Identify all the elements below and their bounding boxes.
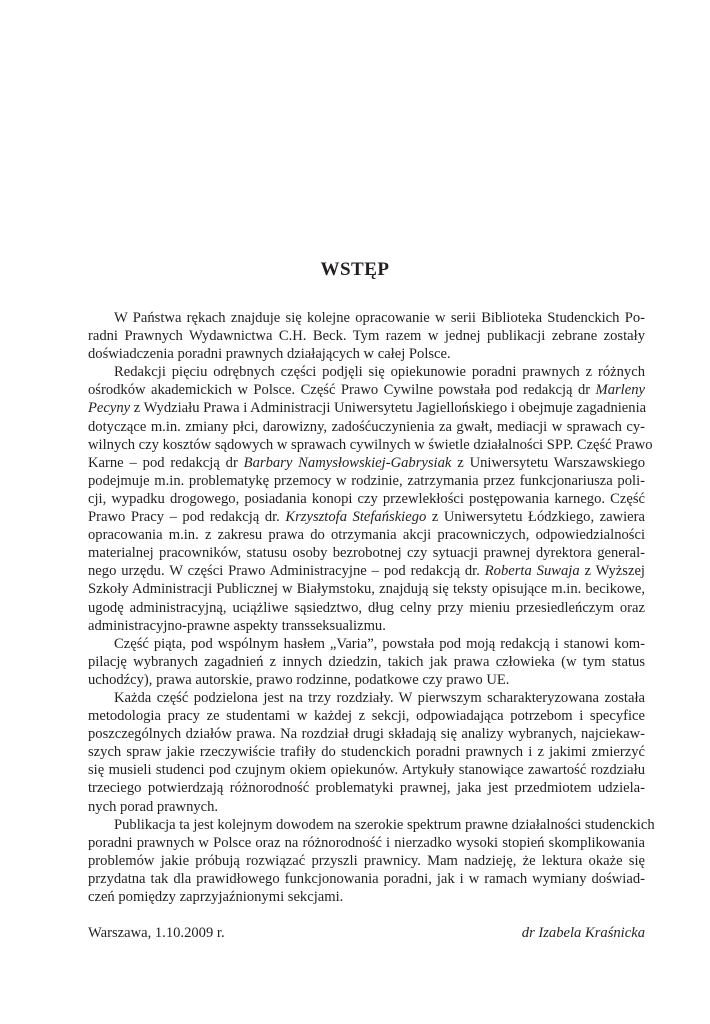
paragraph <box>88 363 653 634</box>
text-line <box>88 834 645 852</box>
text-line <box>88 490 645 508</box>
text-segment: ośrodków akademickich w Polsce. Część Prawo Cywilne powstała pod redakcją dr <box>88 382 596 399</box>
text-line <box>88 743 645 761</box>
text-line <box>88 725 645 743</box>
text-line <box>88 689 645 707</box>
text-segment: z Wydziału Prawa i Administracji Uniwersytetu Jagiellońskiego i obejmuje zagadnienia <box>130 400 647 417</box>
text-line <box>88 599 645 617</box>
text-segment: ugodę administracyjną, uciążliwe sąsiedztwo, dług celny przy mieniu przesiedleńczym oraz <box>88 599 645 616</box>
italic-name: Marleny <box>595 382 645 399</box>
text-line <box>88 436 653 454</box>
text-segment: materialnej pracowników, statusu osoby bezrobotnej czy sytuacji prawnej dyrektora general- <box>88 545 645 562</box>
text-line <box>88 418 645 436</box>
text-line <box>88 454 645 472</box>
paragraph <box>88 816 655 906</box>
text-segment: czeń pomiędzy zaprzyjaźnionymi sekcjami. <box>88 889 344 905</box>
text-segment: pilację wybranych zagadnień z innych dziedzin, takich jak prawa człowieka (w tym status <box>88 653 645 670</box>
text-segment: problemów jakie próbują rozwiązać przyszli prawnicy. Mam nadzieję, że lektura okaże się <box>88 852 645 869</box>
author-signature: dr Izabela Kraśnicka <box>521 925 645 941</box>
italic-name: Roberta Suwaja <box>484 563 580 580</box>
text-segment: Prawo Pracy – pod redakcją dr. <box>88 509 286 526</box>
text-segment: wilnych czy kosztów sądowych w sprawach cywilnych w świetle działalności SPP. Część Prawo <box>88 436 653 453</box>
paragraph <box>88 689 645 816</box>
text-segment: z Wyższej <box>579 563 645 580</box>
text-segment: administracyjno-prawne aspekty transseksualizmu. <box>88 617 386 634</box>
italic-name: Pecyny <box>88 400 131 417</box>
text-segment: nych porad prawnych. <box>88 798 219 815</box>
text-segment: z Uniwersytetu Łódzkiego, zawiera <box>426 509 645 526</box>
text-line <box>88 635 645 653</box>
text-segment: Publikacja ta jest kolejnym dowodem na szerokie spektrum prawne działalności studenckich <box>114 816 655 833</box>
page-title: WSTĘP <box>320 259 390 280</box>
text-segment: uchodźcy), prawa autorskie, prawo rodzinne, podatkowe czy prawo UE. <box>88 671 510 688</box>
text-line <box>88 381 645 399</box>
text-line <box>88 671 645 689</box>
text-segment: nego urzędu. W części Prawo Administracyjne – pod redakcją dr. <box>88 563 485 580</box>
text-line <box>88 779 645 797</box>
text-segment: Część piąta, pod wspólnym hasłem „Varia”, powstała pod moją redakcją i stanowi kom- <box>114 635 645 652</box>
text-line <box>88 345 645 363</box>
text-segment: metodologia pracy ze studentami w każdej z sekcji, odpowiadająca potrzebom i specyfice <box>88 708 645 725</box>
text-line <box>88 888 645 906</box>
text-segment: dotyczące m.in. zmiany płci, darowizny, zadośćuczynienia za gwałt, mediacji w sprawach cy- <box>88 418 645 435</box>
text-line <box>88 816 655 834</box>
text-segment: podejmuje m.in. problematykę przemocy w rodzinie, zatrzymania przez funkcjonariusza poli- <box>88 472 645 489</box>
text-line <box>88 653 645 671</box>
text-line <box>88 472 645 490</box>
text-line <box>88 526 645 544</box>
text-segment: Karne – pod redakcją dr <box>88 454 244 471</box>
text-segment: się musieli studenci pod czujnym okiem opiekunów. Artykuły stanowiące zawartość rozdziału <box>88 762 645 779</box>
document-body <box>88 309 655 906</box>
text-line <box>88 562 645 580</box>
paragraph <box>88 635 645 689</box>
text-line <box>88 761 645 779</box>
text-segment: opracowania m.in. z zakresu prawa do otrzymania akcji pracowniczych, odpowiedzialności <box>88 527 645 544</box>
text-line <box>88 309 645 327</box>
text-segment: doświadczenia poradni prawnych działających w całej Polsce. <box>88 346 451 363</box>
text-line <box>88 798 645 816</box>
text-segment: cji, wypadku drogowego, posiadania konopi czy przewlekłości postępowania karnego. Część <box>88 490 645 507</box>
text-line <box>88 399 645 417</box>
text-segment: poszczególnych działów prawa. Na rozdział drugi składają się analizy wybranych, najciekaw- <box>88 726 645 743</box>
text-segment: Szkoły Administracji Publicznej w Białymstoku, znajdują się teksty opisujące m.in. becikowe, <box>88 581 645 598</box>
italic-name: Krzysztofa Stefańskiego <box>285 509 427 526</box>
text-line <box>88 508 645 526</box>
text-segment: z Uniwersytetu Warszawskiego <box>451 454 645 471</box>
text-line <box>88 707 645 725</box>
text-line <box>88 870 645 888</box>
text-segment: Redakcji pięciu odrębnych części podjęli się opiekunowie poradni prawnych z różnych <box>114 364 645 381</box>
paragraph <box>88 309 645 363</box>
text-segment: Każda część podzielona jest na trzy rozdziały. W pierwszym scharakteryzowana została <box>114 689 645 706</box>
text-line <box>88 580 645 598</box>
text-segment: poradni prawnych w Polsce oraz na różnorodność i nierzadko wysoki stopień skomplikowania <box>88 834 645 851</box>
text-line <box>88 327 645 345</box>
text-line <box>88 852 645 870</box>
place-date: Warszawa, 1.10.2009 r. <box>88 925 225 941</box>
text-line <box>88 544 645 562</box>
text-segment: przydatna tak dla prawidłowego funkcjonowania poradni, jak i w ramach wymiany doświad- <box>88 870 645 887</box>
text-segment: szych spraw jakie rzeczywiście trafiły do studenckich poradni prawnych i z jakimi zmierzyć <box>88 744 645 761</box>
italic-name: Barbary Namysłowskiej-Gabrysiak <box>243 454 452 471</box>
text-segment: radni Prawnych Wydawnictwa C.H. Beck. Tym razem w jednej publikacji zebrane zostały <box>88 328 645 345</box>
text-segment: W Państwa rękach znajduje się kolejne opracowanie w serii Biblioteka Studenckich Po- <box>114 310 645 326</box>
document-footer <box>88 924 645 942</box>
text-line <box>88 617 645 635</box>
text-line <box>88 363 645 381</box>
text-segment: trzeciego potwierdzają różnorodność problematyki prawnej, jaka jest przedmiotem udziela- <box>88 780 645 797</box>
